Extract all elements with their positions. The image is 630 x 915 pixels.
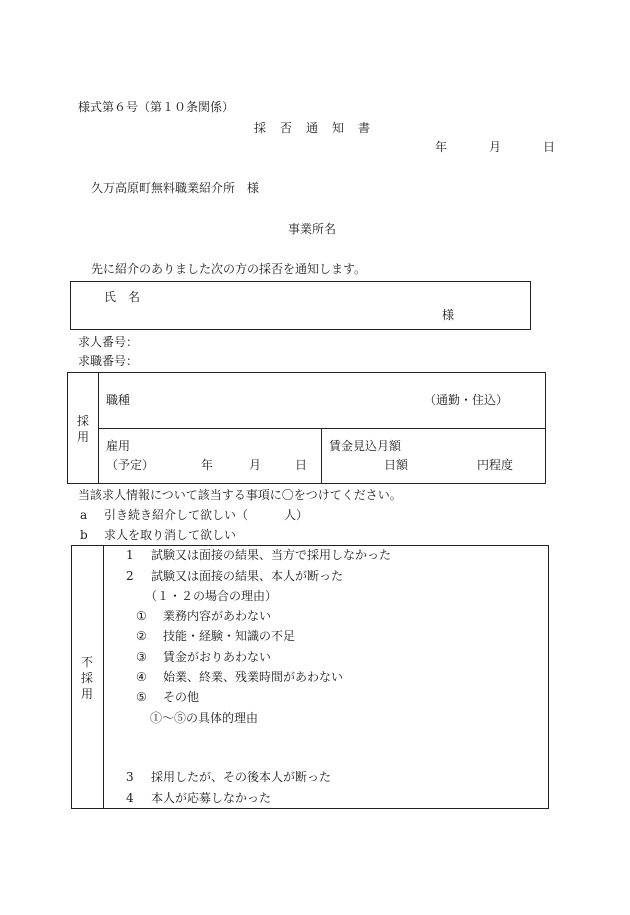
rejection-item4-text[interactable]: 本人が応募しなかった (151, 791, 272, 805)
planned-label: （予定） (106, 458, 155, 472)
reason-1-mark[interactable]: ① (136, 609, 147, 623)
rejection-item1-text[interactable]: 試験又は面接の結果、当方で採用しなかった (151, 548, 392, 562)
job-offer-number-label: 求人番号： (78, 335, 139, 349)
reason-3-mark[interactable]: ③ (136, 650, 147, 664)
date-month: 月 (489, 140, 502, 154)
date-year: 年 (435, 140, 448, 154)
job-seeker-number-label: 求職番号： (78, 354, 139, 368)
adoption-col-divider (321, 428, 322, 484)
hire-month: 月 (249, 458, 262, 472)
form-number: 様式第６号（第１０条関係） (78, 100, 235, 114)
hire-label: 雇用 (106, 439, 131, 453)
specific-reason-label: ①～⑤の具体的理由 (150, 711, 259, 725)
hire-day: 日 (295, 458, 308, 472)
reason-2-text[interactable]: 技能・経験・知識の不足 (163, 629, 296, 643)
reason-2-mark[interactable]: ② (136, 629, 147, 643)
commute-label: （通勤・住込） (424, 393, 509, 407)
reason-5-text[interactable]: その他 (163, 690, 200, 704)
rejection-item3-num[interactable]: 3 (126, 770, 134, 784)
instruction-text: 当該求人情報について該当する事項に〇をつけてください。 (78, 488, 402, 502)
office-name-label: 事業所名 (288, 222, 337, 236)
option-b-text[interactable]: 求人を取り消して欲しい (104, 528, 237, 542)
rejection-side-label: 不採用 (80, 655, 93, 701)
reason-4-text[interactable]: 始業、終業、残業時間があわない (163, 670, 344, 684)
wage-approx-label: 円程度 (477, 458, 514, 472)
option-a-letter[interactable]: a (80, 508, 88, 522)
rejection-item1-num[interactable]: 1 (126, 548, 134, 562)
rejection-divider (103, 545, 104, 809)
adoption-row-divider (98, 428, 546, 429)
option-a-text[interactable]: 引き続き紹介して欲しい（ 人） (104, 508, 309, 522)
reason-header: （１・２の場合の理由） (145, 589, 278, 603)
applicant-name-label: 氏 名 (104, 290, 141, 304)
reason-3-text[interactable]: 賃金がおりあわない (163, 650, 272, 664)
reason-1-text[interactable]: 業務内容があわない (163, 609, 272, 623)
rejection-item2-text[interactable]: 試験又は面接の結果、本人が断った (151, 569, 344, 583)
date-day: 日 (543, 140, 556, 154)
hire-year: 年 (201, 458, 214, 472)
wage-label: 賃金見込月額 (329, 439, 402, 453)
rejection-item2-num[interactable]: 2 (126, 569, 134, 583)
applicant-name-box[interactable] (70, 281, 531, 330)
job-type-label: 職種 (106, 393, 131, 407)
addressee: 久万高原町無料職業紹介所 様 (91, 181, 260, 195)
daily-wage-label: 日額 (384, 458, 409, 472)
rejection-item3-text[interactable]: 採用したが、その後本人が断った (151, 770, 332, 784)
adoption-side-label: 採用 (76, 414, 89, 444)
rejection-item4-num[interactable]: 4 (126, 791, 134, 805)
applicant-honorific: 様 (442, 308, 455, 322)
option-b-letter[interactable]: b (80, 528, 88, 542)
page-title: 採否通知書 (254, 121, 385, 135)
reason-4-mark[interactable]: ④ (136, 670, 147, 684)
reason-5-mark[interactable]: ⑤ (136, 690, 147, 704)
intro-text: 先に紹介のありました次の方の採否を通知します。 (91, 262, 367, 276)
